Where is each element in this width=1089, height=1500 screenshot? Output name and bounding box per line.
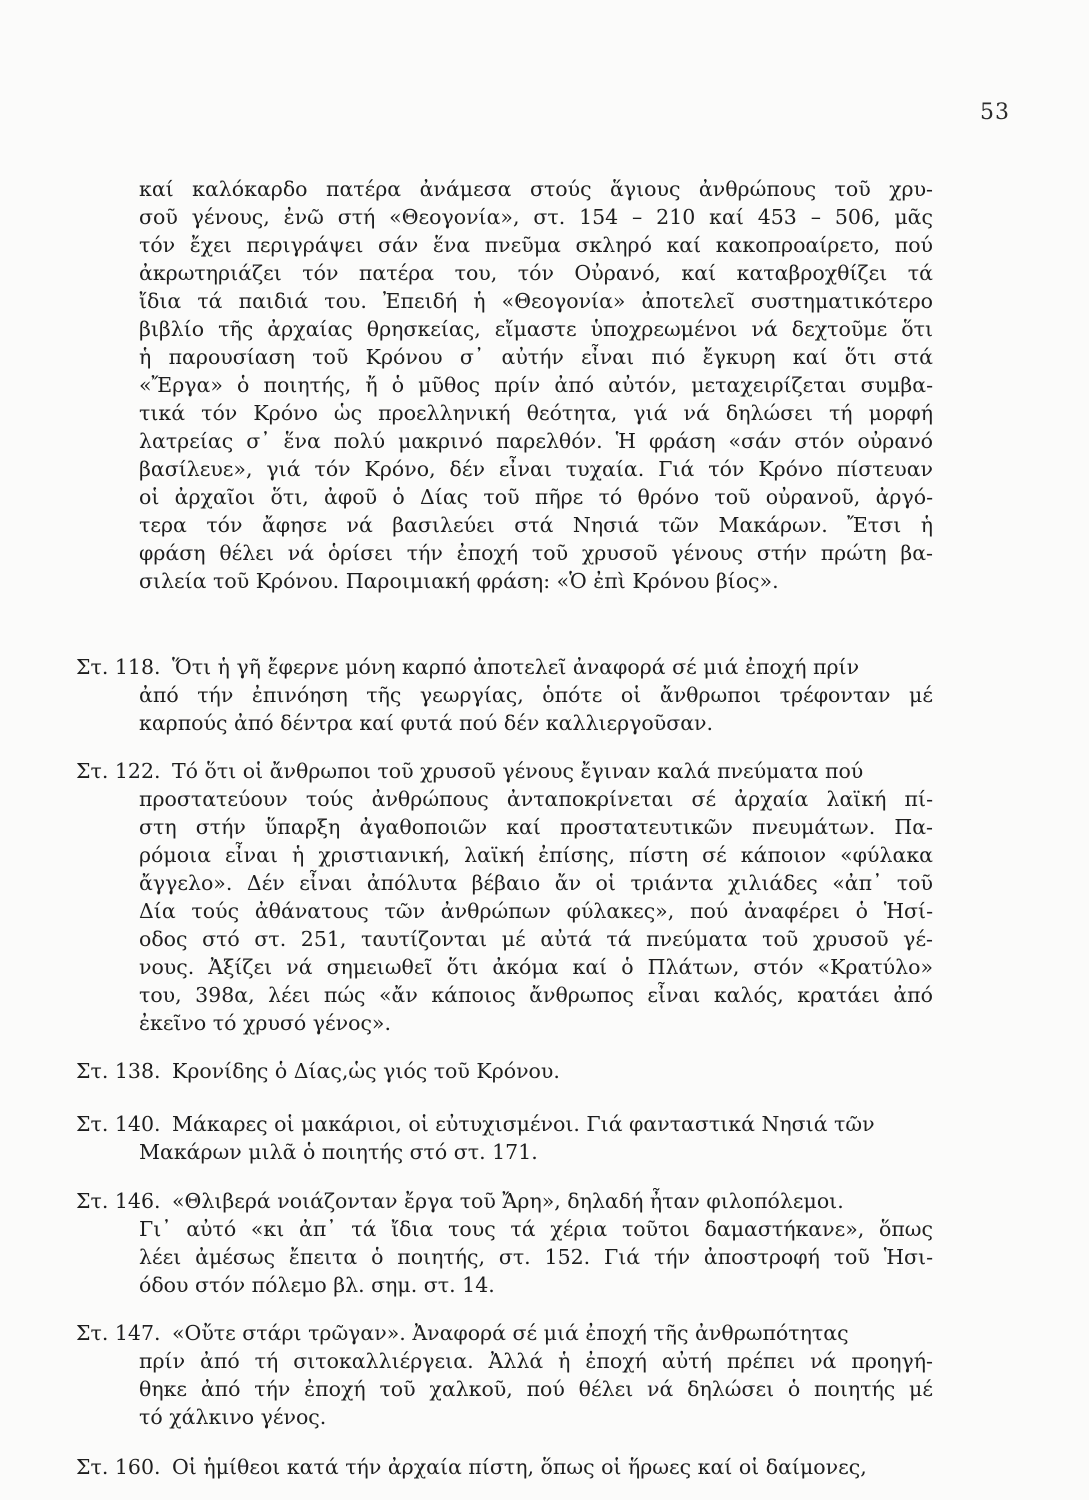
- note-label: Στ. 118.: [76, 655, 161, 679]
- text-line: Ὅτι ἡ γῆ ἔφερνε μόνη καρπό ἀποτελεῖ ἀναφορά σέ μιά ἐποχή πρίν: [172, 655, 860, 679]
- text-line: βιβλίο τῆς ἀρχαίας θρησκείας, εἴμαστε ὑποχρεωμένοι νά δεχτοῦμε ὅτι: [139, 317, 933, 341]
- note-label: Στ. 147.: [76, 1321, 161, 1345]
- text-line: στη στήν ὕπαρξη ἀγαθοποιῶν καί προστατευτικῶν πνευμάτων. Πα-: [139, 815, 933, 839]
- text-line: θηκε ἀπό τήν ἐποχή τοῦ χαλκοῦ, πού θέλει νά δηλώσει ὁ ποιητής μέ: [139, 1377, 933, 1401]
- text-line: βασίλευε», γιά τόν Κρόνο, δέν εἶναι τυχαία. Γιά τόν Κρόνο πίστευαν: [139, 457, 933, 481]
- text-line: φράση θέλει νά ὁρίσει τήν ἐποχή τοῦ χρυσοῦ γένους στήν πρώτη βα-: [139, 541, 933, 565]
- note-label: Στ. 140.: [76, 1112, 161, 1136]
- page-number: 53: [980, 100, 1010, 125]
- text-line: πρίν ἀπό τή σιτοκαλλιέργεια. Ἀλλά ἡ ἐποχή αὐτή πρέπει νά προηγή-: [139, 1349, 933, 1373]
- note-label: Στ. 122.: [76, 759, 161, 783]
- text-line: Μάκαρες οἱ μακάριοι, οἱ εὐτυχισμένοι. Γιά φανταστικά Νησιά τῶν: [172, 1112, 875, 1136]
- note-label: Στ. 146.: [76, 1189, 161, 1213]
- text-line: Τό ὅτι οἱ ἄνθρωποι τοῦ χρυσοῦ γένους ἔγιναν καλά πνεύματα πού: [172, 759, 864, 783]
- text-line: ἐκεῖνο τό χρυσό γένος».: [139, 1011, 391, 1035]
- note-label: Στ. 160.: [76, 1455, 161, 1479]
- text-line: ἴδια τά παιδιά του. Ἐπειδή ἡ «Θεογονία» ἀποτελεῖ συστηματικότερο: [139, 289, 933, 313]
- text-line: «Ἔργα» ὁ ποιητής, ἤ ὁ μῦθος πρίν ἀπό αὐτόν, μεταχειρίζεται συμβα-: [139, 373, 933, 397]
- text-line: σιλεία τοῦ Κρόνου. Παροιμιακή φράση: «Ὁ ἐπὶ Κρόνου βίος».: [139, 569, 779, 593]
- text-line: προστατεύουν τούς ἀνθρώπους ἀνταποκρίνεται σέ ἀρχαία λαϊκή πί-: [139, 787, 933, 811]
- text-line: Οἱ ἡμίθεοι κατά τήν ἀρχαία πίστη, ὅπως οἱ ἥρωες καί οἱ δαίμονες,: [172, 1455, 867, 1479]
- text-line: «Θλιβερά νοιάζονταν ἔργα τοῦ Ἄρη», δηλαδή ἦταν φιλοπόλεμοι.: [172, 1189, 844, 1213]
- text-line: ἀπό τήν ἐπινόηση τῆς γεωργίας, ὁπότε οἱ ἄνθρωποι τρέφονταν μέ: [139, 683, 933, 707]
- text-line: λατρείας σ᾽ ἕνα πολύ μακρινό παρελθόν. Ἡ φράση «σάν στόν οὐρανό: [139, 429, 933, 453]
- text-line: ἄγγελο». Δέν εἶναι ἀπόλυτα βέβαιο ἄν οἱ τριάντα χιλιάδες «ἀπ᾽ τοῦ: [139, 871, 933, 895]
- text-line: νους. Ἀξίζει νά σημειωθεῖ ὅτι ἀκόμα καί ὁ Πλάτων, στόν «Κρατύλο»: [139, 955, 933, 979]
- text-line: τερα τόν ἄφησε νά βασιλεύει στά Νησιά τῶν Μακάρων. Ἔτσι ἡ: [139, 513, 933, 537]
- text-line: οδος στό στ. 251, ταυτίζονται μέ αὐτά τά πνεύματα τοῦ χρυσοῦ γέ-: [139, 927, 933, 951]
- text-line: Κρονίδης ὁ Δίας,ὡς γιός τοῦ Κρόνου.: [172, 1059, 560, 1083]
- text-line: τόν ἔχει περιγράψει σάν ἕνα πνεῦμα σκληρό καί κακοπροαίρετο, πού: [139, 233, 933, 257]
- note-label: Στ. 138.: [76, 1059, 161, 1083]
- text-line: Γι᾽ αὐτό «κι ἀπ᾽ τά ἴδια τους τά χέρια τοῦτοι δαμαστήκανε», ὅπως: [139, 1217, 933, 1241]
- text-line: Μακάρων μιλᾶ ὁ ποιητής στό στ. 171.: [139, 1140, 538, 1164]
- text-line: «Οὔτε στάρι τρῶγαν». Ἀναφορά σέ μιά ἐποχή τῆς ἀνθρωπότητας: [172, 1321, 849, 1345]
- text-line: καί καλόκαρδο πατέρα ἀνάμεσα στούς ἅγιους ἀνθρώπους τοῦ χρυ-: [139, 177, 933, 201]
- text-line: τικά τόν Κρόνο ὡς προελληνική θεότητα, γιά νά δηλώσει τή μορφή: [139, 401, 933, 425]
- text-line: όδου στόν πόλεμο βλ. σημ. στ. 14.: [139, 1273, 495, 1297]
- text-line: ρόμοια εἶναι ἡ χριστιανική, λαϊκή ἐπίσης, πίστη σέ κάποιον «φύλακα: [139, 843, 933, 867]
- text-line: Δία τούς ἀθάνατους τῶν ἀνθρώπων φύλακες», πού ἀναφέρει ὁ Ἡσί-: [139, 899, 933, 923]
- text-line: σοῦ γένους, ἐνῶ στή «Θεογονία», στ. 154 – 210 καί 453 – 506, μᾶς: [139, 205, 933, 229]
- text-line: ἀκρωτηριάζει τόν πατέρα του, τόν Οὐρανό, καί καταβροχθίζει τά: [139, 261, 933, 285]
- text-line: ἡ παρουσίαση τοῦ Κρόνου σ᾽ αὐτήν εἶναι πιό ἔγκυρη καί ὅτι στά: [139, 345, 933, 369]
- text-line: καρπούς ἀπό δέντρα καί φυτά πού δέν καλλιεργοῦσαν.: [139, 711, 714, 735]
- text-line: του, 398α, λέει πώς «ἄν κάποιος ἄνθρωπος εἶναι καλός, κρατάει ἀπό: [139, 983, 933, 1007]
- text-line: τό χάλκινο γένος.: [139, 1405, 327, 1429]
- text-line: λέει ἀμέσως ἔπειτα ὁ ποιητής, στ. 152. Γιά τήν ἀποστροφή τοῦ Ἡσι-: [139, 1245, 933, 1269]
- text-line: οἱ ἀρχαῖοι ὅτι, ἀφοῦ ὁ Δίας τοῦ πῆρε τό θρόνο τοῦ οὐρανοῦ, ἀργό-: [139, 485, 933, 509]
